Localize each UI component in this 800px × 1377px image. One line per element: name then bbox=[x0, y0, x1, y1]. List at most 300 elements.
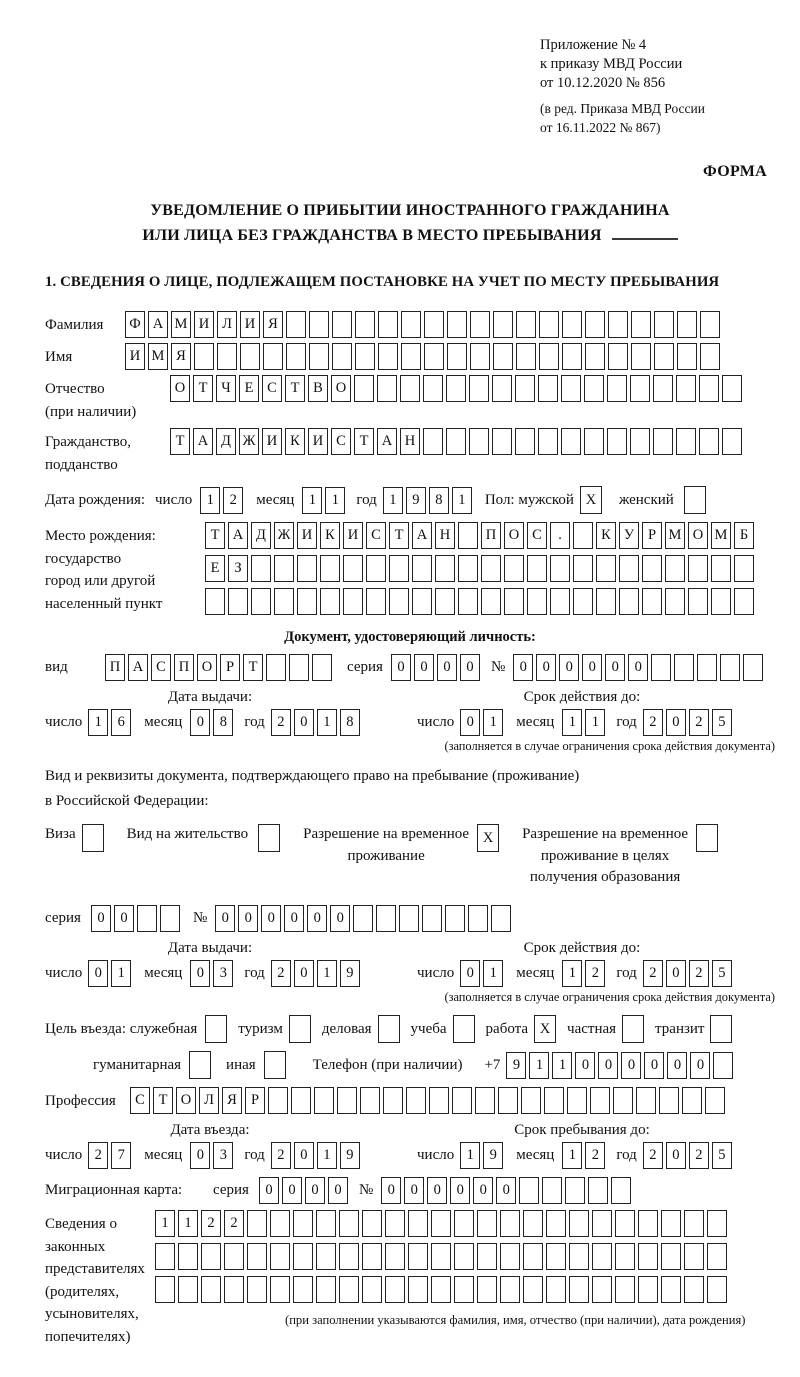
day-label: число bbox=[155, 491, 193, 508]
cell: 0 bbox=[437, 654, 457, 681]
cell: 0 bbox=[605, 654, 625, 681]
id-valid-month-cells bbox=[562, 709, 608, 736]
cell bbox=[682, 1087, 702, 1114]
res-issue-month-cells bbox=[190, 960, 236, 987]
residence-doc-options-row bbox=[45, 824, 775, 889]
cell bbox=[630, 375, 650, 402]
phone-label: Телефон (при наличии) bbox=[312, 1056, 463, 1073]
cell: М bbox=[171, 311, 191, 338]
cell bbox=[699, 375, 719, 402]
cell: Е bbox=[239, 375, 259, 402]
birth-place-cells bbox=[205, 522, 775, 621]
annex-line: от 10.12.2020 № 856 bbox=[540, 75, 666, 92]
birth-year-cells bbox=[383, 487, 475, 514]
cell bbox=[353, 905, 373, 932]
cell bbox=[201, 1243, 221, 1270]
temp-residence-edu-label-line2: проживание в целях bbox=[540, 847, 670, 864]
cell bbox=[516, 311, 536, 338]
doc-kind-label: вид bbox=[45, 659, 68, 676]
cell: Т bbox=[354, 428, 374, 455]
birth-place-cells-row1 bbox=[205, 522, 757, 549]
cell bbox=[684, 1276, 704, 1303]
cell: 1 bbox=[178, 1210, 198, 1237]
stay-until-title: Срок пребывания до: bbox=[514, 1122, 650, 1139]
migration-card-row bbox=[45, 1177, 775, 1204]
cell bbox=[585, 343, 605, 370]
month-label: месяц bbox=[516, 1147, 555, 1164]
cell bbox=[447, 343, 467, 370]
cell: О bbox=[504, 522, 524, 549]
patronymic-label-line2: (при наличии) bbox=[45, 403, 137, 420]
cell: Т bbox=[153, 1087, 173, 1114]
cell: И bbox=[308, 428, 328, 455]
id-issue-day-cells bbox=[88, 709, 134, 736]
cell bbox=[596, 555, 616, 582]
cell bbox=[452, 1087, 472, 1114]
cell: 0 bbox=[294, 709, 314, 736]
cell bbox=[546, 1276, 566, 1303]
cell: 0 bbox=[621, 1052, 641, 1079]
cell bbox=[642, 588, 662, 615]
cell: С bbox=[331, 428, 351, 455]
cell: О bbox=[170, 375, 190, 402]
cell bbox=[385, 1276, 405, 1303]
cell bbox=[189, 1051, 211, 1079]
res-issue-day-cells bbox=[88, 960, 134, 987]
cell: 1 bbox=[383, 487, 403, 514]
purpose-work-label: работа bbox=[485, 1020, 529, 1037]
cell: 0 bbox=[114, 905, 134, 932]
cell bbox=[355, 311, 375, 338]
cell bbox=[458, 522, 478, 549]
cell: 1 bbox=[155, 1210, 175, 1237]
cell bbox=[659, 1087, 679, 1114]
cell: 9 bbox=[483, 1142, 503, 1169]
cell: 0 bbox=[666, 709, 686, 736]
cell bbox=[137, 905, 157, 932]
cell bbox=[705, 1087, 725, 1114]
birth-place-label-line4: населенный пункт bbox=[45, 595, 163, 612]
res-series-label: серия bbox=[45, 910, 81, 927]
cell: 9 bbox=[340, 960, 360, 987]
cell bbox=[366, 588, 386, 615]
mc-series-cells bbox=[259, 1177, 351, 1204]
cell bbox=[366, 555, 386, 582]
cell bbox=[521, 1087, 541, 1114]
cell bbox=[539, 311, 559, 338]
sex-male-checkbox bbox=[580, 486, 605, 514]
birth-place-cells-row2 bbox=[205, 555, 757, 582]
birth-place-cells-row3 bbox=[205, 588, 757, 615]
representatives-label-line3: представителях bbox=[45, 1261, 145, 1278]
cell bbox=[362, 1243, 382, 1270]
cell: Т bbox=[389, 522, 409, 549]
cell: И bbox=[343, 522, 363, 549]
temp-residence-edu-checkbox bbox=[696, 824, 721, 852]
cell bbox=[339, 1276, 359, 1303]
id-series-label: серия bbox=[347, 659, 383, 676]
annex-line: к приказу МВД России bbox=[540, 56, 683, 73]
cell bbox=[722, 428, 742, 455]
representatives-label bbox=[45, 1210, 155, 1348]
cell bbox=[408, 1276, 428, 1303]
residence-doc-text bbox=[45, 764, 775, 814]
cell: 2 bbox=[689, 709, 709, 736]
cell bbox=[155, 1276, 175, 1303]
cell bbox=[362, 1210, 382, 1237]
cell bbox=[160, 905, 180, 932]
temp-residence-edu-label bbox=[522, 824, 688, 889]
cell bbox=[429, 1087, 449, 1114]
cell: 0 bbox=[628, 654, 648, 681]
cell bbox=[661, 1210, 681, 1237]
cell bbox=[592, 1243, 612, 1270]
temp-residence-checkbox bbox=[477, 824, 502, 852]
stay-until-group bbox=[417, 1122, 747, 1169]
cell bbox=[453, 1015, 475, 1043]
cell bbox=[546, 1210, 566, 1237]
cell: Ч bbox=[216, 375, 236, 402]
cell bbox=[423, 375, 443, 402]
res-valid-date-title: Срок действия до: bbox=[523, 940, 641, 957]
cell: 0 bbox=[598, 1052, 618, 1079]
cell bbox=[527, 555, 547, 582]
annex-header bbox=[540, 36, 775, 137]
cell: Р bbox=[642, 522, 662, 549]
cell bbox=[585, 311, 605, 338]
cell: О bbox=[176, 1087, 196, 1114]
cell bbox=[412, 588, 432, 615]
cell: А bbox=[377, 428, 397, 455]
cell: А bbox=[148, 311, 168, 338]
representatives-row bbox=[45, 1210, 775, 1348]
cell bbox=[523, 1210, 543, 1237]
cell bbox=[653, 428, 673, 455]
cell bbox=[592, 1276, 612, 1303]
cell bbox=[309, 343, 329, 370]
cell bbox=[573, 588, 593, 615]
cell bbox=[677, 343, 697, 370]
cell: 8 bbox=[213, 709, 233, 736]
cell bbox=[696, 824, 718, 852]
cell bbox=[684, 486, 706, 514]
cell: 2 bbox=[585, 1142, 605, 1169]
cell: 0 bbox=[414, 654, 434, 681]
birth-date-label: Дата рождения: bbox=[45, 491, 146, 508]
cell bbox=[592, 1210, 612, 1237]
cell bbox=[362, 1276, 382, 1303]
cell bbox=[665, 588, 685, 615]
cell: И bbox=[125, 343, 145, 370]
cell bbox=[205, 1015, 227, 1043]
cell bbox=[619, 555, 639, 582]
cell bbox=[431, 1243, 451, 1270]
sex-male-label: Пол: мужской bbox=[484, 491, 574, 508]
cell bbox=[270, 1276, 290, 1303]
cell bbox=[297, 555, 317, 582]
cell bbox=[309, 311, 329, 338]
page-title-line1: УВЕДОМЛЕНИЕ О ПРИБЫТИИ ИНОСТРАННОГО ГРАЖДАНИНА bbox=[150, 201, 670, 219]
purpose-transit-checkbox bbox=[710, 1015, 735, 1043]
temp-residence-option bbox=[303, 824, 502, 868]
cell: 3 bbox=[213, 960, 233, 987]
cell: 8 bbox=[429, 487, 449, 514]
cell: 3 bbox=[213, 1142, 233, 1169]
cell bbox=[699, 428, 719, 455]
cell bbox=[268, 1087, 288, 1114]
cell bbox=[454, 1243, 474, 1270]
cell: 0 bbox=[666, 960, 686, 987]
cell bbox=[82, 824, 104, 852]
residence-doc-text-line1: Вид и реквизиты документа, подтверждающего право на пребывание (проживание) bbox=[45, 768, 580, 785]
cell: 9 bbox=[506, 1052, 526, 1079]
cell bbox=[584, 428, 604, 455]
cell bbox=[293, 1243, 313, 1270]
cell bbox=[611, 1177, 631, 1204]
cell: 1 bbox=[325, 487, 345, 514]
cell bbox=[445, 905, 465, 932]
id-valid-year-cells bbox=[643, 709, 735, 736]
representatives-cells-row1 bbox=[155, 1210, 730, 1237]
cell bbox=[446, 428, 466, 455]
cell: Т bbox=[170, 428, 190, 455]
cell bbox=[636, 1087, 656, 1114]
cell bbox=[286, 343, 306, 370]
cell: 2 bbox=[271, 709, 291, 736]
patronymic-label-line1: Отчество bbox=[45, 381, 105, 398]
purpose-private-checkbox bbox=[622, 1015, 647, 1043]
surname-label: Фамилия bbox=[45, 317, 104, 334]
cell: 1 bbox=[302, 487, 322, 514]
cell: С bbox=[151, 654, 171, 681]
given-name-cells bbox=[125, 343, 723, 370]
cell: С bbox=[366, 522, 386, 549]
cell bbox=[201, 1276, 221, 1303]
cell bbox=[515, 428, 535, 455]
cell bbox=[538, 375, 558, 402]
cell bbox=[688, 588, 708, 615]
cell: П bbox=[174, 654, 194, 681]
cell: Л bbox=[217, 311, 237, 338]
cell bbox=[661, 1276, 681, 1303]
page-title bbox=[45, 199, 775, 249]
annex-note-line: от 16.11.2022 № 867) bbox=[540, 119, 661, 135]
cell: 2 bbox=[271, 1142, 291, 1169]
cell bbox=[743, 654, 763, 681]
cell: Т bbox=[205, 522, 225, 549]
cell bbox=[538, 428, 558, 455]
cell bbox=[562, 311, 582, 338]
cell: 0 bbox=[238, 905, 258, 932]
cell bbox=[493, 343, 513, 370]
birth-place-label bbox=[45, 522, 205, 615]
cell bbox=[607, 375, 627, 402]
cell bbox=[481, 588, 501, 615]
representatives-cells-row2 bbox=[155, 1243, 730, 1270]
visa-checkbox bbox=[82, 824, 107, 852]
sex-female-label: женский bbox=[618, 491, 674, 508]
cell: 0 bbox=[261, 905, 281, 932]
patronymic-cells bbox=[170, 375, 745, 402]
purpose-tourism-label: туризм bbox=[238, 1020, 283, 1037]
cell: Ж bbox=[274, 522, 294, 549]
cell: 2 bbox=[643, 1142, 663, 1169]
cell bbox=[492, 428, 512, 455]
cell: Я bbox=[222, 1087, 242, 1114]
cell: 1 bbox=[562, 709, 582, 736]
stay-month-cells bbox=[562, 1142, 608, 1169]
cell: 0 bbox=[513, 654, 533, 681]
cell bbox=[608, 311, 628, 338]
cell bbox=[500, 1243, 520, 1270]
cell bbox=[224, 1243, 244, 1270]
cell bbox=[289, 1015, 311, 1043]
cell: И bbox=[297, 522, 317, 549]
cell bbox=[247, 1210, 267, 1237]
cell bbox=[266, 654, 286, 681]
day-label: число bbox=[45, 1147, 83, 1164]
cell bbox=[477, 1243, 497, 1270]
cell bbox=[622, 1015, 644, 1043]
cell bbox=[291, 1087, 311, 1114]
cell: 0 bbox=[450, 1177, 470, 1204]
temp-residence-edu-label-line1: Разрешение на временное bbox=[522, 825, 689, 842]
cell: 9 bbox=[406, 487, 426, 514]
cell bbox=[228, 588, 248, 615]
cell bbox=[178, 1276, 198, 1303]
id-valid-date-group bbox=[417, 689, 747, 736]
cell bbox=[422, 905, 442, 932]
cell bbox=[205, 588, 225, 615]
cell: 1 bbox=[88, 709, 108, 736]
cell bbox=[651, 654, 671, 681]
mc-series-label: серия bbox=[213, 1182, 249, 1199]
birth-place-label-line1: Место рождения: bbox=[45, 528, 156, 545]
cell bbox=[573, 555, 593, 582]
cell bbox=[431, 1210, 451, 1237]
cell: 2 bbox=[223, 487, 243, 514]
annex-line: Приложение № 4 bbox=[540, 37, 647, 53]
cell bbox=[569, 1243, 589, 1270]
cell bbox=[569, 1210, 589, 1237]
cell bbox=[516, 343, 536, 370]
cell bbox=[596, 588, 616, 615]
cell: В bbox=[308, 375, 328, 402]
temp-residence-edu-option bbox=[522, 824, 721, 889]
cell: Ж bbox=[239, 428, 259, 455]
cell: 9 bbox=[340, 1142, 360, 1169]
cell bbox=[562, 343, 582, 370]
cell bbox=[297, 588, 317, 615]
res-issue-date-title: Дата выдачи: bbox=[167, 940, 253, 957]
cell bbox=[389, 588, 409, 615]
citizenship-label-line2: подданство bbox=[45, 456, 118, 473]
cell: 0 bbox=[294, 960, 314, 987]
cell bbox=[539, 343, 559, 370]
form-label: ФОРМА bbox=[702, 162, 767, 180]
cell: 0 bbox=[536, 654, 556, 681]
cell bbox=[700, 343, 720, 370]
cell bbox=[447, 311, 467, 338]
cell bbox=[247, 1276, 267, 1303]
cell bbox=[378, 1015, 400, 1043]
cell bbox=[504, 588, 524, 615]
cell: 0 bbox=[91, 905, 111, 932]
cell bbox=[424, 311, 444, 338]
cell bbox=[481, 555, 501, 582]
sex-female-checkbox bbox=[684, 486, 709, 514]
cell bbox=[400, 375, 420, 402]
stay-year-cells bbox=[643, 1142, 735, 1169]
cell bbox=[565, 1177, 585, 1204]
cell bbox=[498, 1087, 518, 1114]
cell bbox=[661, 1243, 681, 1270]
cell bbox=[722, 375, 742, 402]
id-series-cells bbox=[391, 654, 483, 681]
cell bbox=[431, 1276, 451, 1303]
cell: 0 bbox=[259, 1177, 279, 1204]
cell bbox=[274, 555, 294, 582]
cell: З bbox=[228, 555, 248, 582]
cell bbox=[561, 428, 581, 455]
cell bbox=[684, 1243, 704, 1270]
cell bbox=[293, 1210, 313, 1237]
purpose-other-checkbox bbox=[264, 1051, 289, 1079]
cell bbox=[515, 375, 535, 402]
cell: 2 bbox=[201, 1210, 221, 1237]
cell: 0 bbox=[559, 654, 579, 681]
cell: 5 bbox=[712, 709, 732, 736]
profession-cells bbox=[130, 1087, 728, 1114]
cell bbox=[376, 905, 396, 932]
cell bbox=[676, 375, 696, 402]
entry-year-cells bbox=[271, 1142, 363, 1169]
id-issue-month-cells bbox=[190, 709, 236, 736]
day-label: число bbox=[417, 714, 455, 731]
cell bbox=[293, 1276, 313, 1303]
res-valid-day-cells bbox=[460, 960, 506, 987]
cell bbox=[477, 1210, 497, 1237]
cell bbox=[676, 428, 696, 455]
purpose-humanitarian-label: гуманитарная bbox=[93, 1056, 182, 1073]
cell: 2 bbox=[643, 960, 663, 987]
cell bbox=[638, 1276, 658, 1303]
residence-permit-checkbox bbox=[258, 824, 283, 852]
cell: 2 bbox=[689, 1142, 709, 1169]
res-number-label: № bbox=[192, 910, 208, 927]
cell bbox=[493, 311, 513, 338]
entry-date-title: Дата въезда: bbox=[170, 1122, 250, 1139]
cell: 1 bbox=[552, 1052, 572, 1079]
cell: 1 bbox=[200, 487, 220, 514]
cell bbox=[561, 375, 581, 402]
cell: 0 bbox=[190, 960, 210, 987]
cell bbox=[389, 555, 409, 582]
cell bbox=[631, 343, 651, 370]
cell bbox=[573, 522, 593, 549]
cell bbox=[590, 1087, 610, 1114]
cell bbox=[734, 588, 754, 615]
cell bbox=[615, 1243, 635, 1270]
cell bbox=[707, 1276, 727, 1303]
year-label: год bbox=[244, 1147, 265, 1164]
cell bbox=[654, 343, 674, 370]
month-label: месяц bbox=[144, 714, 183, 731]
cell: Е bbox=[205, 555, 225, 582]
cell bbox=[263, 343, 283, 370]
cell: Д bbox=[216, 428, 236, 455]
cell: 2 bbox=[224, 1210, 244, 1237]
